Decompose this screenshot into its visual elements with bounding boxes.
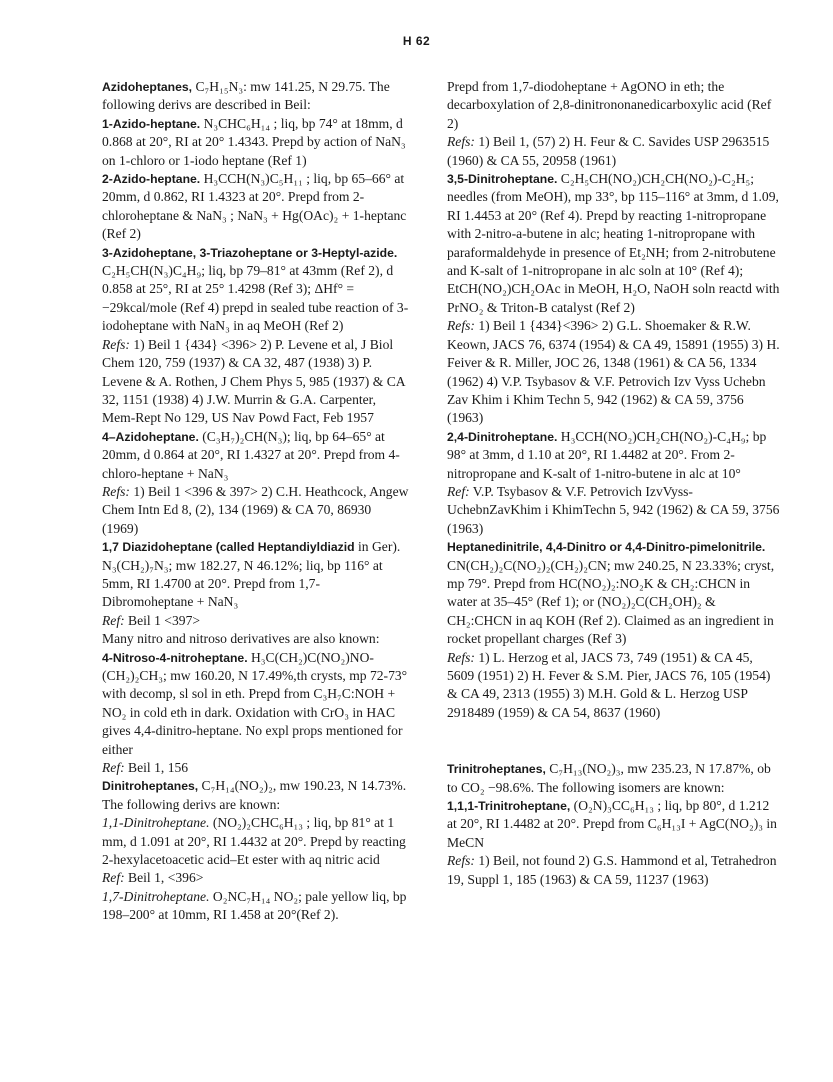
compound-heading: 1,1-Dinitroheptane. bbox=[102, 815, 210, 831]
entry-text: H₃CCH(N₃)C₅H₁₁ ; liq, bp 65–66° at 20mm, d 0.862, RI 1.4323 at 20°. Prepd from 2-chloroheptane & NaN₃ ; NaN₃ + Hg(OAc)₂ + 1-heptanc (Ref 2) bbox=[102, 171, 407, 242]
entry-text: H₃C(CH₂)C(NO₂)NO-(CH₂)₂CH₃; mw 160.20, N 17.49%,th crysts, mp 72-73° with decomp, sl sol in eth. Prepd from C₃H₇C:NOH + NO₂ in cold eth in dark. Oxidation with CrO₃ in HAC gives 4,4-dinitro-heptane. No expl props mentioned for either bbox=[102, 649, 408, 757]
entry-text: V.P. Tsybasov & V.F. Petrovich IzvVyss-UchebnZavKhim i KhimTechn 5, 942 (1962) & CA 59, 3756 (1963) bbox=[447, 483, 780, 536]
compound-entry bbox=[102, 115, 410, 170]
reference-label: Ref: bbox=[447, 483, 470, 499]
entry-text: H₃CCH(NO₂)CH₂CH(NO₂)-C₄H₉; bp 98° at 3mm, d 1.10 at 20°, RI 1.4482 at 20°. From 2-nitropropane and K-salt of 1-nitro-butene in alc at 10° bbox=[447, 428, 767, 481]
entry-text: C₂H₅CH(NO₂)CH₂CH(NO₂)-C₂H₅; needles (from MeOH), mp 33°, bp 115–116° at 3mm, d 1.09, RI 1.4453 at 20° (Ref 4). Prepd by reacting 1-nitropropane with 2-nitro-a-butene in alc; heating 1-nitropropane with paraformaldehyde in presence of Et₂NH; from 2-nitrobutene and K-salt of 1-nitropropane in alc soln at 10° (Ref 4); EtCH(NO₂)CH₂OAc in MeOH, H₂O, NaOH soln reactd with PrNO₂ & Triton-B catalyst (Ref 2) bbox=[447, 171, 780, 315]
compound-heading: Dinitroheptanes, bbox=[102, 779, 199, 794]
compound-entry bbox=[447, 538, 782, 648]
entry-text: in Ger). N₃(CH₂)₇N₃; mw 182.27, N 46.12%; liq, bp 116° at 5mm, RI 1.4700 at 20°. Prepd from 1,7-Dibromoheptane + NaN₃ bbox=[102, 539, 401, 610]
entry-text: 1) Beil 1, (57) 2) H. Feur & C. Savides USP 2963515 (1960) & CA 55, 20958 (1961) bbox=[447, 134, 770, 168]
compound-heading: 4–Azidoheptane. bbox=[102, 429, 199, 444]
entry-text: C₇H₁₅N₃: mw 141.25, N 29.75. The following derivs are described in Beil: bbox=[102, 79, 390, 113]
reference-entry bbox=[447, 317, 782, 427]
compound-entry bbox=[102, 244, 410, 336]
compound-heading: 1,7-Dinitroheptane. bbox=[102, 888, 210, 904]
reference-label: Refs: bbox=[447, 134, 475, 150]
reference-label: Refs: bbox=[102, 483, 130, 499]
page-number: H 62 bbox=[402, 34, 431, 48]
compound-entry bbox=[447, 797, 782, 852]
entry-text: (NO₂)₂CHC₆H₁₃ ; liq, bp 81° at 1 mm, d 1.091 at 20°, RI 1.4432 at 20°. Prepd by reacting 2-hexylacetoacetic acid–Et ester with aq nitric acid bbox=[102, 815, 406, 868]
reference-label: Ref: bbox=[102, 760, 125, 776]
compound-entry bbox=[102, 170, 410, 244]
entry-text: 1) L. Herzog et al, JACS 73, 749 (1951) & CA 45, 5609 (1951) 2) H. Fever & S.M. Pier, JACS 76, 105 (1954) & CA 49, 2313 (1955) 3) M.H. Gold & L. Herzog USP 2918489 (1959) & CA 54, 8637 (1960) bbox=[447, 649, 771, 720]
compound-heading: 3-Azidoheptane, 3-Triazoheptane or 3-Heptyl-azide. bbox=[102, 245, 398, 260]
compound-heading: 2,4-Dinitroheptane. bbox=[447, 429, 558, 444]
entry-text: N₃CHC₆H₁₄ ; liq, bp 74° at 18mm, d 0.868 at 20°, RI at 20° 1.4343. Prepd by action of NaN₃ on 1-chloro or 1-iodo heptane (Ref 1) bbox=[102, 115, 406, 168]
reference-entry bbox=[102, 612, 410, 630]
compound-heading: 2-Azido-heptane. bbox=[102, 172, 201, 187]
entry-text: C₇H₁₃(NO₂)₃, mw 235.23, N 17.87%, ob to CO₂ −98.6%. The following isomers are known: bbox=[447, 761, 771, 795]
reference-label: Ref: bbox=[102, 612, 125, 628]
compound-entry bbox=[102, 888, 410, 925]
entry-text: Prepd from 1,7-diodoheptane + AgONO in eth; the decarboxylation of 2,8-dinitrononanedicarboxylic acid (Ref 2) bbox=[447, 79, 772, 131]
compound-entry bbox=[447, 78, 782, 133]
entry-text: 1) Beil 1 {434} <396> 2) P. Levene et al, J Biol Chem 120, 759 (1937) & CA 32, 487 (1938) 3) P. Levene & A. Rothen, J Chem Phys 5, 985 (1937) & CA 32, 1151 (1938) 4) J.W. Murrin & G.A. Carpenter, Mem-Rept No 129, US Nav Powd Fact, Feb 1957 bbox=[102, 336, 405, 426]
compound-entry bbox=[102, 78, 410, 115]
entry-text: Beil 1, 156 bbox=[124, 760, 189, 776]
entry-text: C₂H₅CH(N₃)C₄H₉; liq, bp 79–81° at 43mm (Ref 2), d 0.858 at 25°, RI at 25° 1.4298 (Ref 3); ΔHf° = −29kcal/mole (Ref 4) prepd in sealed tube reaction of 3-iodoheptane with NaN₃ in aq MeOH (Ref 2) bbox=[102, 263, 409, 334]
reference-label: Refs: bbox=[447, 649, 475, 665]
compound-entry bbox=[102, 814, 410, 869]
reference-entry bbox=[102, 336, 410, 428]
compound-heading: 4-Nitroso-4-nitroheptane. bbox=[102, 650, 248, 665]
entry-text: Beil 1, <396> bbox=[124, 870, 204, 886]
reference-label: Refs: bbox=[447, 853, 475, 869]
compound-entry bbox=[102, 428, 410, 483]
compound-heading: 3,5-Dinitroheptane. bbox=[447, 172, 558, 187]
reference-label: Ref: bbox=[102, 870, 125, 886]
entry-text: 1) Beil 1 {434}<396> 2) G.L. Shoemaker & R.W. Keown, JACS 76, 6374 (1954) & CA 49, 15891 (1955) 3) H. Feiver & R. Miller, JOC 26, 1348 (1961) & CA 56, 1334 (1962) 4) V.P. Tsybasov & V.F. Petrovich Izv Vyss Uchebn Zav Khim i Khim Techn 5, 942 (1962) & CA 59, 3756 (1963) bbox=[447, 318, 780, 426]
compound-entry bbox=[102, 630, 410, 648]
compound-entry bbox=[447, 760, 782, 797]
compound-entry bbox=[102, 538, 410, 612]
entry-text: CN(CH₂)₂C(NO₂)₂(CH₂)₂CN; mw 240.25, N 23.33%; cryst, mp 79°. Prepd from HC(NO₂)₂:NO₂K & CH₂:CHCN in water at 35–45° (Ref 1); or (NO₂)₂C(CH₂OH)₂ & CH₂:CHCN in aq KOH (Ref 2). Claimed as an ingredient in rocket propellant charges (Ref 3) bbox=[447, 557, 775, 647]
entry-text: Beil 1 <397> bbox=[124, 612, 201, 628]
entry-text: Many nitro and nitroso derivatives are also known: bbox=[102, 631, 380, 647]
compound-heading: 1-Azido-heptane. bbox=[102, 116, 201, 131]
compound-entry bbox=[102, 777, 410, 814]
compound-heading: Heptanedinitrile, 4,4-Dinitro or 4,4-Dinitro-pimelonitrile. bbox=[447, 540, 766, 555]
reference-entry bbox=[447, 483, 782, 538]
reference-entry bbox=[102, 483, 410, 538]
compound-heading: 1,1,1-Trinitroheptane, bbox=[447, 799, 571, 814]
entry-text: C₇H₁₄(NO₂)₂, mw 190.23, N 14.73%. The following derivs are known: bbox=[102, 778, 407, 812]
entry-text: (O₂N)₃CC₆H₁₃ ; liq, bp 80°, d 1.212 at 20°, RI 1.4482 at 20°. Prepd from C₆H₁₃I + AgC(NO₂)₃ in MeCN bbox=[447, 798, 777, 850]
left-column bbox=[102, 78, 410, 925]
reference-entry bbox=[102, 869, 410, 887]
compound-entry bbox=[447, 428, 782, 483]
right-column bbox=[447, 78, 782, 889]
entry-text: 1) Beil 1 <396 & 397> 2) C.H. Heathcock, Angew Chem Intn Ed 8, (2), 134 (1969) & CA 70, 86930 (1969) bbox=[102, 483, 409, 536]
compound-entry bbox=[447, 170, 782, 317]
entry-text: O₂NC₇H₁₄ NO₂; pale yellow liq, bp 198–200° at 10mm, RI 1.458 at 20°(Ref 2). bbox=[102, 888, 407, 923]
reference-entry bbox=[447, 133, 782, 170]
entry-text: 1) Beil, not found 2) G.S. Hammond et al, Tetrahedron 19, Suppl 1, 185 (1963) & CA 59, 11237 (1963) bbox=[447, 853, 777, 887]
compound-heading: Trinitroheptanes, bbox=[447, 762, 546, 777]
reference-label: Refs: bbox=[447, 318, 475, 334]
compound-entry bbox=[102, 649, 410, 759]
reference-entry bbox=[102, 759, 410, 777]
section-gap bbox=[447, 722, 782, 760]
compound-heading: 1,7 Diazidoheptane (called Heptandiyldiazid bbox=[102, 540, 355, 555]
reference-entry bbox=[447, 852, 782, 889]
compound-heading: Azidoheptanes, bbox=[102, 80, 193, 94]
reference-entry bbox=[447, 649, 782, 723]
reference-label: Refs: bbox=[102, 336, 130, 352]
entry-text: (C₃H₇)₂CH(N₃); liq, bp 64–65° at 20mm, d 0.864 at 20°, RI 1.4327 at 20°. Prepd from 4-chloro-heptane + NaN₃ bbox=[102, 428, 400, 481]
